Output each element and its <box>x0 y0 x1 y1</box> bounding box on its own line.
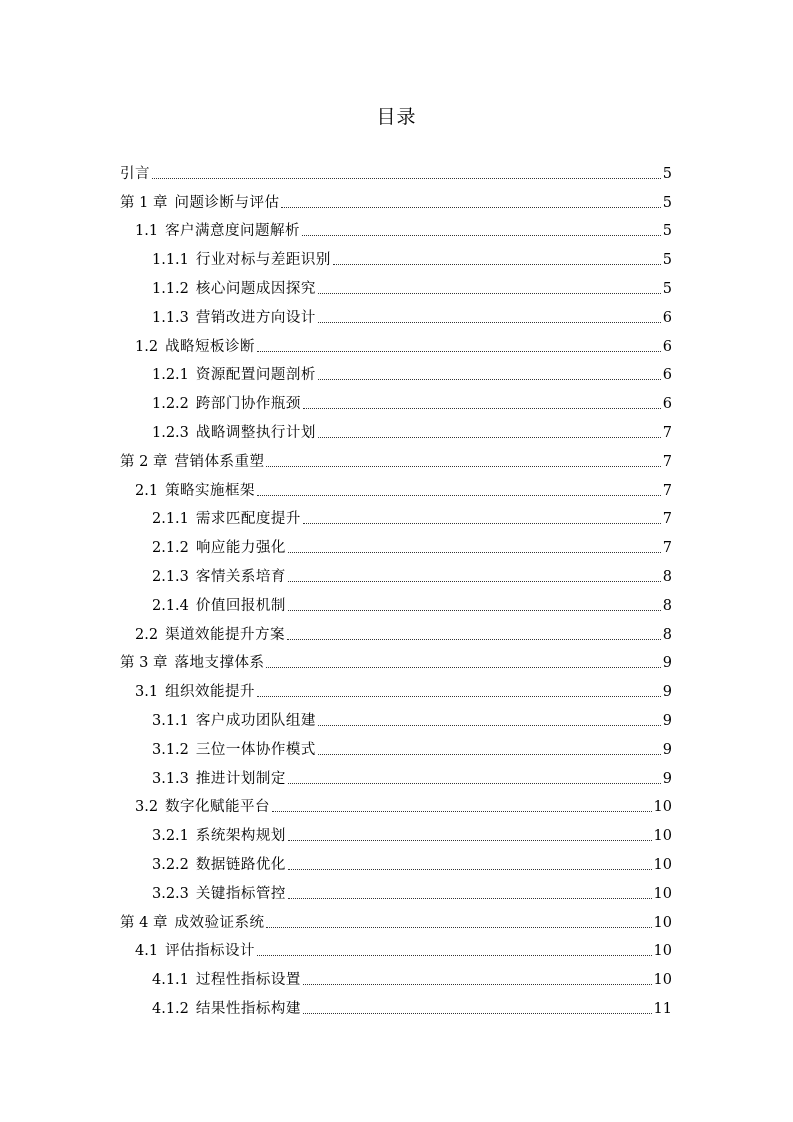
toc-entry-page: 5 <box>662 252 672 269</box>
toc-entry-text: 营销体系重塑 <box>174 453 265 470</box>
toc-entry-text: 结果性指标构建 <box>195 1000 301 1017</box>
toc-entry-page: 10 <box>653 828 672 845</box>
toc-entry-page: 6 <box>662 338 672 355</box>
toc-entry[interactable] <box>120 159 672 188</box>
toc-dot-leader <box>333 263 661 265</box>
toc-entry-number: 1.1.3 <box>152 309 189 326</box>
toc-entry-label <box>152 509 301 529</box>
toc-entry-label <box>135 481 255 501</box>
toc-entry-page: 5 <box>662 280 672 297</box>
toc-entry-number: 2.1.2 <box>152 540 189 557</box>
toc-dot-leader <box>266 926 651 928</box>
toc-dot-leader <box>288 782 661 784</box>
toc-entry-page: 8 <box>662 568 672 585</box>
toc-entry[interactable] <box>120 217 672 246</box>
toc-entry-label <box>152 365 316 385</box>
toc-entry[interactable] <box>120 965 672 994</box>
toc-entry-page: 5 <box>662 165 672 182</box>
toc-entry-number: 3.1.1 <box>152 712 189 729</box>
toc-dot-leader <box>288 580 661 582</box>
toc-entry-page: 7 <box>662 453 672 470</box>
toc-entry-text: 核心问题成因探究 <box>195 280 316 297</box>
toc-dot-leader <box>318 378 661 380</box>
toc-entry-text: 关键指标管控 <box>195 885 286 902</box>
toc-entry-label <box>152 279 316 299</box>
toc-dot-leader <box>257 350 661 352</box>
toc-entry-label <box>152 596 286 616</box>
toc-entry-page: 5 <box>662 194 672 211</box>
toc-dot-leader <box>266 666 660 668</box>
toc-dot-leader <box>303 1012 652 1014</box>
toc-entry-page: 9 <box>662 684 672 701</box>
toc-entry-text: 资源配置问题剖析 <box>195 367 316 384</box>
toc-entry[interactable] <box>120 764 672 793</box>
toc-entry[interactable] <box>120 821 672 850</box>
toc-entry-text: 需求匹配度提升 <box>195 511 301 528</box>
toc-entry-label <box>152 826 286 846</box>
toc-entry-number: 第 3 章 <box>120 655 168 672</box>
toc-entry[interactable] <box>120 591 672 620</box>
toc-entry-text: 行业对标与差距识别 <box>195 252 331 269</box>
toc-entry[interactable] <box>120 332 672 361</box>
toc-entry-page: 10 <box>653 799 672 816</box>
toc-entry-text: 数据链路优化 <box>195 856 286 873</box>
toc-entry-page: 8 <box>662 626 672 643</box>
toc-entry-text: 响应能力强化 <box>195 540 286 557</box>
toc-dot-leader <box>318 724 661 726</box>
toc-entry-page: 6 <box>662 309 672 326</box>
toc-entry-number: 3.2.2 <box>152 856 189 873</box>
toc-entry[interactable] <box>120 361 672 390</box>
toc-entry[interactable] <box>120 447 672 476</box>
toc-dot-leader <box>303 983 652 985</box>
toc-entry-text: 问题诊断与评估 <box>174 194 280 211</box>
toc-entry-label <box>152 884 286 904</box>
toc-entry-label <box>152 999 301 1019</box>
toc-entry-label <box>135 625 285 645</box>
toc-entry-number: 第 1 章 <box>120 194 168 211</box>
toc-entry-page: 10 <box>653 885 672 902</box>
toc-entry-text: 数字化赋能平台 <box>165 799 271 816</box>
toc-dot-leader <box>302 234 661 236</box>
toc-entry-label <box>152 423 316 443</box>
toc-entry-page: 8 <box>662 597 672 614</box>
toc-entry-text: 成效验证系统 <box>174 914 265 931</box>
toc-entry-text: 渠道效能提升方案 <box>165 626 286 643</box>
toc-entry[interactable] <box>120 908 672 937</box>
toc-dot-leader <box>287 638 661 640</box>
toc-entry-page: 11 <box>653 1000 672 1017</box>
toc-entry-label <box>135 797 270 817</box>
toc-entry-text: 战略调整执行计划 <box>195 424 316 441</box>
toc-entry-label <box>152 711 316 731</box>
toc-entry-page: 10 <box>653 856 672 873</box>
toc-entry-number: 3.1.3 <box>152 770 189 787</box>
toc-entry[interactable] <box>120 677 672 706</box>
toc-entry-text: 过程性指标设置 <box>195 972 301 989</box>
toc-entry-label <box>135 682 255 702</box>
toc-entry[interactable] <box>120 706 672 735</box>
toc-dot-leader <box>288 897 652 899</box>
toc-entry[interactable] <box>120 245 672 274</box>
toc-entry-number: 3.1.2 <box>152 741 189 758</box>
toc-entry[interactable] <box>120 418 672 447</box>
toc-dot-leader <box>288 839 652 841</box>
toc-entry-label <box>152 855 286 875</box>
toc-entry-number: 4.1 <box>135 943 159 960</box>
toc-entry-text: 战略短板诊断 <box>165 338 256 355</box>
toc-entry-text: 评估指标设计 <box>165 943 256 960</box>
toc-entry-number: 1.1.1 <box>152 252 189 269</box>
toc-entry-page: 6 <box>662 396 672 413</box>
toc-entry[interactable] <box>120 649 672 678</box>
toc-entry-label <box>152 567 286 587</box>
toc-entry-page: 6 <box>662 367 672 384</box>
toc-title: 目录 <box>376 106 417 128</box>
toc-entry[interactable] <box>120 188 672 217</box>
toc-entry[interactable] <box>120 937 672 966</box>
toc-entry-page: 9 <box>662 712 672 729</box>
toc-entry-label <box>152 769 286 789</box>
toc-entry-number: 第 4 章 <box>120 914 168 931</box>
toc-entry-text: 落地支撑体系 <box>174 655 265 672</box>
toc-dot-leader <box>257 695 661 697</box>
toc-entry-page: 7 <box>662 482 672 499</box>
toc-entry-label <box>152 250 331 270</box>
toc-entry-number: 1.2.2 <box>152 396 189 413</box>
toc-entry[interactable] <box>120 793 672 822</box>
toc-entry-number: 2.1.1 <box>152 511 189 528</box>
toc-dot-leader <box>318 753 661 755</box>
toc-dot-leader <box>318 321 661 323</box>
toc-entry-text: 三位一体协作模式 <box>195 741 316 758</box>
toc-entry-label <box>152 308 316 328</box>
toc-dot-leader <box>303 522 661 524</box>
toc-entry-label <box>135 337 255 357</box>
toc-entry[interactable] <box>120 879 672 908</box>
toc-entry-number: 3.2.1 <box>152 828 189 845</box>
toc-entry-label <box>152 970 301 990</box>
toc-entry-page: 7 <box>662 540 672 557</box>
toc-entry-text: 价值回报机制 <box>195 597 286 614</box>
toc-dot-leader <box>288 551 661 553</box>
toc-entry-page: 7 <box>662 511 672 528</box>
toc-entry-text: 跨部门协作瓶颈 <box>195 396 301 413</box>
toc-entry-number: 1.2.1 <box>152 367 189 384</box>
toc-entry-page: 9 <box>662 655 672 672</box>
toc-entry-number: 1.2 <box>135 338 159 355</box>
toc-entry[interactable] <box>120 476 672 505</box>
toc-dot-leader <box>152 177 661 179</box>
toc-entry[interactable] <box>120 274 672 303</box>
toc-dot-leader <box>281 206 660 208</box>
toc-entry-number: 4.1.1 <box>152 972 189 989</box>
toc-entry-label <box>135 221 300 241</box>
toc-entry-label <box>120 452 264 472</box>
toc-entry-label <box>120 653 264 673</box>
toc-entry[interactable] <box>120 850 672 879</box>
toc-entry-text: 组织效能提升 <box>165 684 256 701</box>
toc-entry-number: 2.1 <box>135 482 159 499</box>
toc-entry[interactable] <box>120 533 672 562</box>
toc-entry-text: 推进计划制定 <box>195 770 286 787</box>
toc-entry[interactable] <box>120 562 672 591</box>
toc-entry-label <box>152 740 316 760</box>
toc-dot-leader <box>288 609 661 611</box>
toc-entry-label <box>152 538 286 558</box>
toc-entry-label <box>152 394 301 414</box>
toc-entry-text: 引言 <box>120 165 150 182</box>
toc-dot-leader <box>257 494 661 496</box>
toc-entry-number: 第 2 章 <box>120 453 168 470</box>
toc-entry-label <box>135 941 255 961</box>
toc-dot-leader <box>318 292 661 294</box>
toc-entry-number: 3.2 <box>135 799 159 816</box>
toc-entry[interactable] <box>120 505 672 534</box>
toc-entry-number: 2.2 <box>135 626 159 643</box>
toc-dot-leader <box>266 465 660 467</box>
toc-entry-number: 1.1.2 <box>152 280 189 297</box>
toc-entry[interactable] <box>120 735 672 764</box>
toc-dot-leader <box>288 868 652 870</box>
toc-entry-page: 10 <box>653 943 672 960</box>
toc-dot-leader <box>272 810 651 812</box>
toc-entry-number: 2.1.3 <box>152 568 189 585</box>
toc-entry-page: 10 <box>653 914 672 931</box>
toc-entry-number: 1.2.3 <box>152 424 189 441</box>
toc-list <box>120 159 672 1023</box>
toc-entry-number: 1.1 <box>135 223 159 240</box>
toc-entry-text: 客情关系培育 <box>195 568 286 585</box>
toc-entry-text: 系统架构规划 <box>195 828 286 845</box>
toc-entry-label <box>120 913 264 933</box>
toc-entry-page: 5 <box>662 223 672 240</box>
toc-entry[interactable] <box>120 994 672 1023</box>
toc-entry[interactable] <box>120 620 672 649</box>
toc-entry-text: 策略实施框架 <box>165 482 256 499</box>
toc-dot-leader <box>303 407 661 409</box>
toc-entry-page: 9 <box>662 741 672 758</box>
toc-entry[interactable] <box>120 389 672 418</box>
toc-entry-number: 3.2.3 <box>152 885 189 902</box>
toc-entry-number: 2.1.4 <box>152 597 189 614</box>
toc-entry-number: 3.1 <box>135 684 159 701</box>
toc-entry-text: 营销改进方向设计 <box>195 309 316 326</box>
toc-entry-label <box>120 164 150 184</box>
toc-entry-number: 4.1.2 <box>152 1000 189 1017</box>
toc-entry-page: 7 <box>662 424 672 441</box>
toc-dot-leader <box>257 954 651 956</box>
toc-entry-text: 客户满意度问题解析 <box>165 223 301 240</box>
toc-entry-label <box>120 193 279 213</box>
toc-dot-leader <box>318 436 661 438</box>
toc-entry-text: 客户成功团队组建 <box>195 712 316 729</box>
toc-entry-page: 10 <box>653 972 672 989</box>
toc-entry-page: 9 <box>662 770 672 787</box>
toc-entry[interactable] <box>120 303 672 332</box>
